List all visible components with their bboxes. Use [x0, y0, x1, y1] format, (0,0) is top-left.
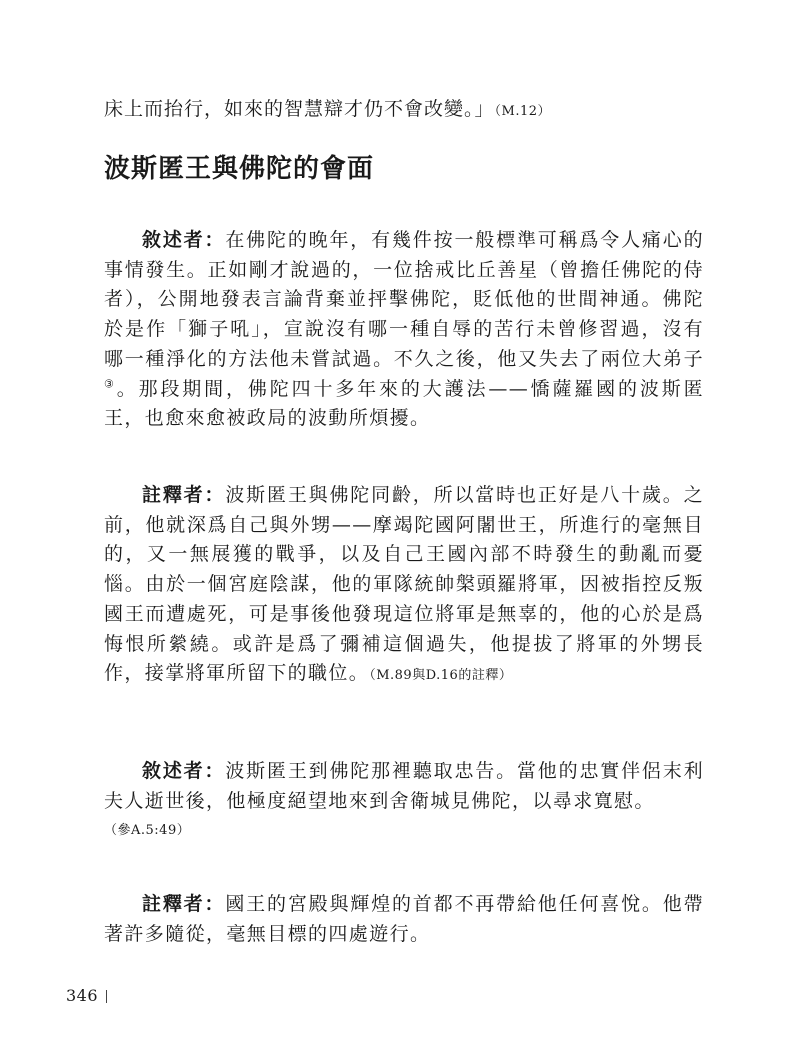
citation: （參A.5:49）: [104, 823, 191, 839]
carryover-line: [104, 94, 704, 127]
carryover-citation: （M.12）: [494, 104, 552, 119]
paragraph-narrator-1: [104, 226, 704, 434]
footnote-marker: ③: [104, 377, 117, 391]
speaker-label: 敘述者：: [142, 760, 226, 782]
page-footer: [66, 986, 107, 1005]
carryover-text: 床上而抬行，如來的智慧辯才仍不會改變。」: [104, 98, 495, 120]
paragraph-text: 國王的宮殿與輝煌的首都不再帶給他任何喜悅。他帶著許多隨從，毫無目標的四處遊行。: [104, 893, 704, 945]
paragraph-narrator-2: [104, 757, 704, 846]
paragraph-text: 在佛陀的晚年，有幾件按一般標準可稱爲令人痛心的事情發生。正如剛才說過的，一位捨戒比丘善星（曾擔任佛陀的侍者），公開地發表言論背棄並抨擊佛陀，貶低他的世間神通。佛陀於是作「獅子吼」，宣說沒有哪一種自辱的苦行未曾修習過，沒有哪一種淨化的方法他未嘗試過。不久之後，他又失去了兩位大弟子: [104, 229, 704, 370]
paragraph-text: 波斯匿王到佛陀那裡聽取忠告。當他的忠實伴侶末利夫人逝世後，他極度絕望地來到舍衛城見佛陀，以尋求寬慰。: [104, 760, 704, 812]
section-title: 波斯匿王與佛陀的會面: [104, 154, 375, 184]
speaker-label: 註釋者：: [142, 484, 226, 506]
citation: （M.89與D.16的註釋）: [369, 668, 513, 684]
paragraph-text-continued: 。那段期間，佛陀四十多年來的大護法——憍薩羅國的波斯匿王，也愈來愈被政局的波動所煩擾。: [104, 377, 704, 430]
footer-divider: [106, 990, 107, 1003]
page-number: 346: [66, 986, 99, 1005]
paragraph-text: 波斯匿王與佛陀同齡，所以當時也正好是八十歲。之前，他就深爲自己與外甥——摩竭陀國阿闍世王，所進行的毫無目的，又一無展獲的戰爭，以及自己王國內部不時發生的動亂而憂惱。由於一個宮庭陰謀，他的軍隊統帥槃頭羅將軍，因被指控反叛國王而遭處死，可是事後他發現這位將軍是無辜的，他的心於是爲悔恨所縈繞。或許是爲了彌補這個過失，他提拔了將軍的外甥長作，接掌將軍所留下的職位。: [104, 484, 704, 685]
speaker-label: 敘述者：: [142, 229, 226, 251]
paragraph-commentator-1: [104, 481, 704, 691]
speaker-label: 註釋者：: [142, 893, 226, 915]
paragraph-commentator-2: [104, 890, 704, 949]
